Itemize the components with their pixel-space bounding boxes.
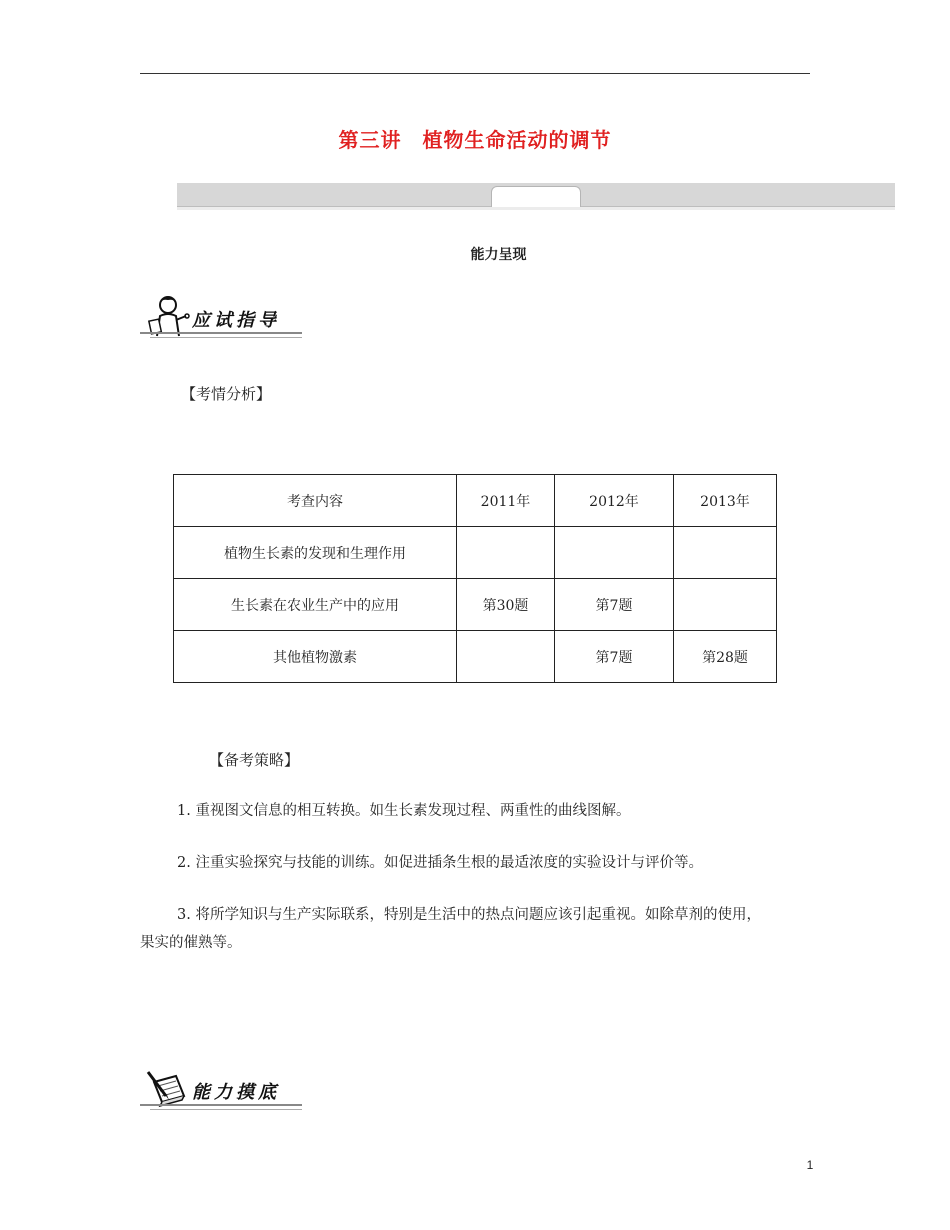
ability-check-badge [140,1064,305,1120]
section-banner [177,183,895,209]
table-cell [674,579,777,631]
table-row [174,631,777,683]
strategy-label: 【备考策略】 [209,751,300,769]
table-cell [457,631,555,683]
badge-underline-thin [150,337,302,338]
table-cell: 植物生长素的发现和生理作用 [174,527,457,579]
table-cell [674,527,777,579]
table-cell: 第7题 [555,631,674,683]
table-cell: 生长素在农业生产中的应用 [174,579,457,631]
table-row [174,579,777,631]
table-cell: 第7题 [555,579,674,631]
strategy-item-3-cont: 果实的催熟等。 [140,935,242,951]
table-cell [457,527,555,579]
strategy-item-1: 1. 重视图文信息的相互转换。如生长素发现过程、两重性的曲线图解。 [177,803,631,819]
table-header-row [174,475,777,527]
exam-analysis-label: 【考情分析】 [181,385,272,403]
page-number: 1 [806,1158,814,1172]
table-row [174,527,777,579]
exam-guide-badge [140,292,305,348]
exam-guide-badge-text: 应试指导 [192,310,280,331]
strategy-item-2: 2. 注重实验探究与技能的训练。如促进插条生根的最适浓度的实验设计与评价等。 [177,855,703,871]
header-rule [140,73,810,74]
page-title: 第三讲 植物生命活动的调节 [338,128,612,152]
banner-tab [491,186,581,207]
strategy-item-3: 3. 将所学知识与生产实际联系，特别是生活中的热点问题应该引起重视。如除草剂的使用， [177,907,761,923]
header-2012: 2012年 [555,475,674,527]
ability-check-badge-text: 能力摸底 [192,1082,280,1103]
table-cell: 其他植物激素 [174,631,457,683]
table-cell: 第30题 [457,579,555,631]
badge-underline-thin [150,1109,302,1110]
header-2011: 2011年 [457,475,555,527]
exam-analysis-table [173,474,777,683]
header-content: 考查内容 [174,475,457,527]
badge-underline [140,332,302,334]
badge-underline [140,1104,302,1106]
table-cell [555,527,674,579]
section-subtitle: 能力呈现 [470,247,527,263]
table-cell: 第28题 [674,631,777,683]
header-2013: 2013年 [674,475,777,527]
